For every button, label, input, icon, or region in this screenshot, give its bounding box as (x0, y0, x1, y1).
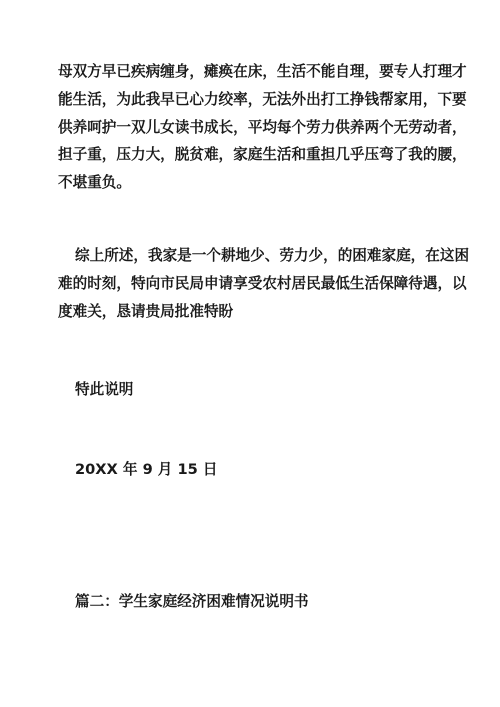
body-paragraph-1 (58, 58, 467, 197)
document-date: 20XX 年 9 月 15 日 (75, 461, 218, 478)
paragraph-line: 母双方早已疾病缠身，瘫痪在床，生活不能自理，要专人打理才 (58, 63, 467, 80)
paragraph-line: 能生活，为此我早已心力绞率，无法外出打工挣钱帮家用，下要 (58, 90, 467, 108)
paragraph-line: 综上所述，我家是一个耕地少、劳力少，的困难家庭，在这困 (75, 247, 470, 264)
closing-statement: 特此说明 (75, 381, 134, 398)
body-paragraph-2 (58, 242, 470, 325)
paragraph-line: 不堪重负。 (58, 174, 131, 192)
paragraph-line: 度难关，恳请贵局批准特盼 (58, 302, 234, 320)
paragraph-line: 难的时刻，特向市民局申请享受农村居民最低生活保障待遇，以 (58, 274, 467, 292)
paragraph-line: 担子重，压力大，脱贫难，家庭生活和重担几乎压弯了我的腰， (58, 146, 467, 164)
section-heading: 篇二：学生家庭经济困难情况说明书 (75, 593, 309, 610)
paragraph-line: 供养呵护一双儿女读书成长，平均每个劳力供养两个无劳动者， (58, 118, 467, 136)
